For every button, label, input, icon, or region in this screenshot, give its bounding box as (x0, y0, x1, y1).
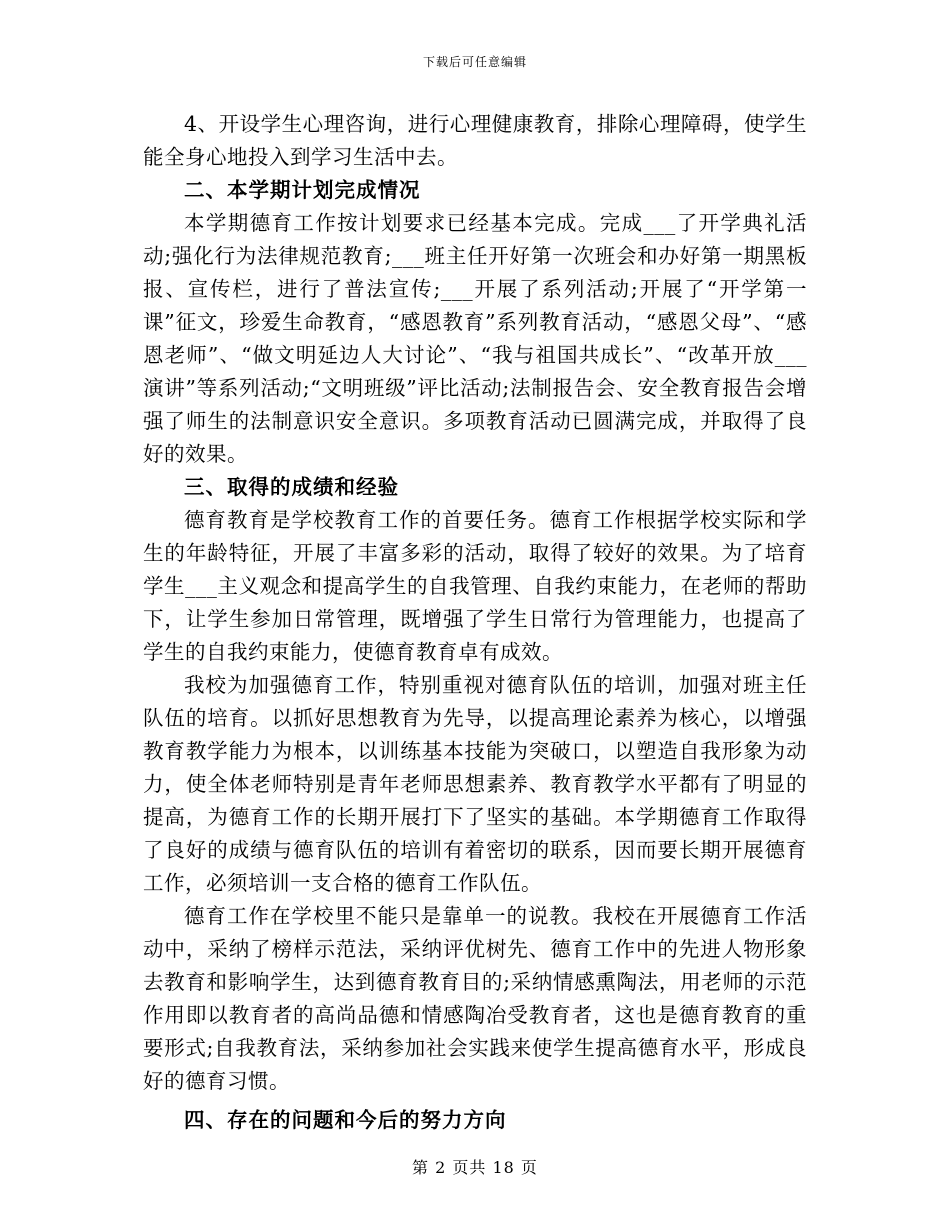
page-number: 第 2 页共 18 页 (412, 1158, 538, 1177)
paragraph-methods: 德育工作在学校里不能只是靠单一的说教。我校在开展德育工作活动中，采纳了榜样示范法，采纳评优树先、德育工作中的先进人物形象去教育和影响学生，达到德育教育目的;采纳情感熏陶法，用老师的示范作用即以教育者的高尚品德和情感陶冶受教育者，这也是德育教育的重要形式;自我教育法，采纳参加社会实践来使学生提高德育水平，形成良好的德育习惯。 (143, 904, 807, 1093)
paragraph-achievements: 德育教育是学校教育工作的首要任务。德育工作根据学校实际和学生的年龄特征，开展了丰富多彩的活动，取得了较好的效果。为了培育学生___主义观念和提高学生的自我管理、自我约束能力，在老师的帮助下，让学生参加日常管理，既增强了学生日常行为管理能力，也提高了学生的自我约束能力，使德育教育卓有成效。 (143, 508, 807, 664)
paragraph-counseling: 4、开设学生心理咨询，进行心理健康教育，排除心理障碍，使学生能全身心地投入到学习生活中去。 (143, 112, 807, 169)
section-heading-problems: 四、存在的问题和今后的努力方向 (184, 1108, 507, 1132)
page-header-note: 下载后可任意编辑 (422, 55, 527, 69)
paragraph-team-training: 我校为加强德育工作，特别重视对德育队伍的培训，加强对班主任队伍的培育。以抓好思想教育为先导，以提高理论素养为核心，以增强教育教学能力为根本，以训练基本技能为突破口，以塑造自我形象为动力，使全体老师特别是青年老师思想素养、教育教学水平都有了明显的提高，为德育工作的长期开展打下了坚实的基础。本学期德育工作取得了良好的成绩与德育队伍的培训有着密切的联系，因而要长期开展德育工作，必须培训一支合格的德育工作队伍。 (143, 673, 807, 895)
section-heading-achievements: 三、取得的成绩和经验 (184, 475, 399, 499)
paragraph-plan-completion: 本学期德育工作按计划要求已经基本完成。完成___了开学典礼活动;强化行为法律规范教育;___班主任开好第一次班会和办好第一期黑板报、宣传栏，进行了普法宣传;___开展了系列活动;开展了“开学第一课”征文，珍爱生命教育，“感恩教育”系列教育活动，“感恩父母”、“感恩老师”、“做文明延边人大讨论”、“我与祖国共成长”、“改革开放___演讲”等系列活动;“文明班级”评比活动;法制报告会、安全教育报告会增强了师生的法制意识安全意识。多项教育活动已圆满完成，并取得了良好的效果。 (143, 211, 807, 466)
section-heading-plan-completion: 二、本学期计划完成情况 (184, 178, 421, 202)
document-body (143, 108, 807, 1137)
